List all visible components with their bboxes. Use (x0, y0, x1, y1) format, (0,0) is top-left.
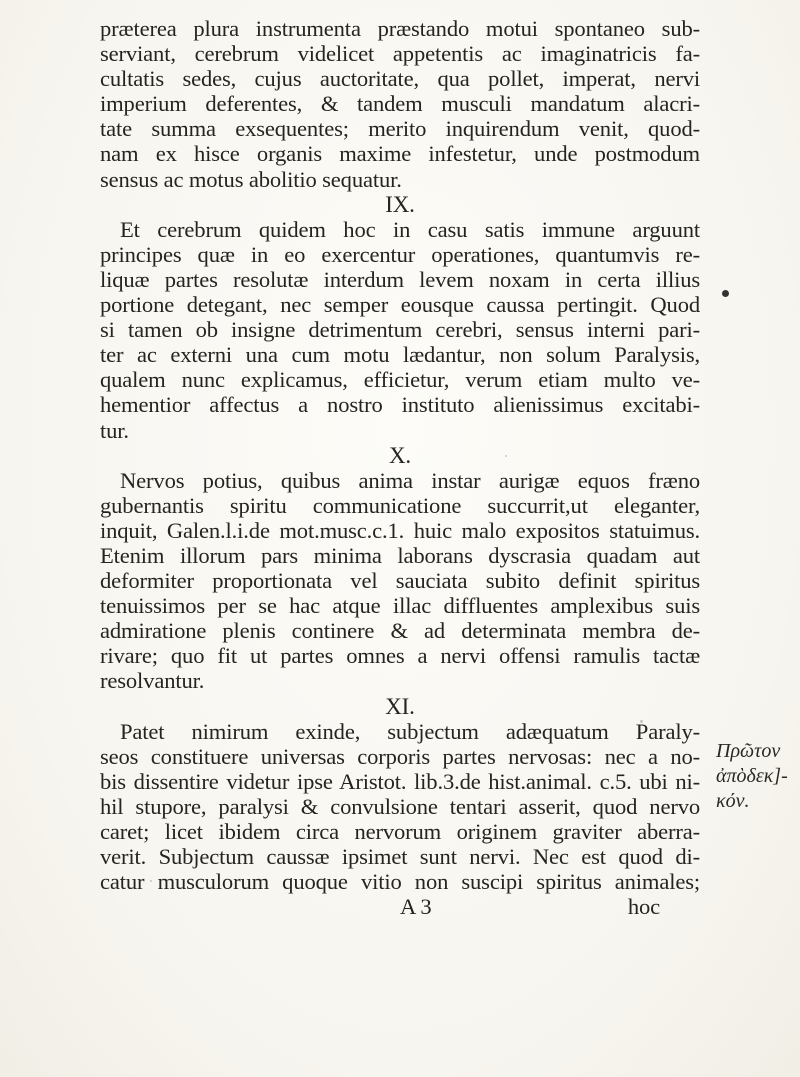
margin-note-line: κόν. (716, 790, 750, 812)
catchword: hoc (627, 894, 660, 920)
text-line: Patet nimirum exinde, subjectum adæquatum Paraly- (120, 718, 700, 744)
text-line: verit. Subjectum caussæ ipsimet sunt nervi. Nec est quod di- (100, 844, 700, 870)
text-line: admiratione plenis continere & ad determinata membra de- (100, 618, 700, 644)
text-line: portione detegant, nec semper eousque caussa pertingit. Quod (100, 292, 700, 318)
section-heading: X. (388, 442, 412, 468)
text-line: qualem nunc explicamus, efficietur, verum etiam multo ve- (100, 367, 700, 393)
text-line: Etenim illorum pars minima laborans dyscrasia quadam aut (100, 542, 700, 568)
text-line: gubernantis spiritu communicatione succurrit,ut eleganter, (100, 492, 700, 518)
text-line: liquæ partes resolutæ interdum levem noxam in certa illius (100, 266, 700, 292)
signature-mark: A 3 (400, 894, 432, 920)
text-line: tur. (100, 417, 129, 443)
text-line: rivare; quo fit ut partes omnes a nervi offensi ramulis tactæ (100, 643, 700, 669)
text-line: deformiter proportionata vel sauciata subito definit spiritus (100, 568, 700, 594)
text-line: ter ac externi una cum motu lædantur, non solum Paralysis, (100, 342, 700, 368)
text-line: si tamen ob insigne detrimentum cerebri, sensus interni pari- (100, 317, 700, 343)
text-block (100, 16, 700, 919)
text-line: tenuissimos per se hac atque illac diffluentes amplexibus suis (100, 593, 700, 619)
text-line: seos constituere universas corporis partes nervosas: nec a no- (100, 743, 700, 769)
text-line: præterea plura instrumenta præstando motui spontaneo sub- (100, 16, 700, 41)
text-line: Et cerebrum quidem hoc in casu satis immune arguunt (120, 216, 700, 242)
text-line: inquit, Galen.l.i.de mot.musc.c.1. huic malo expositos statuimus. (100, 517, 700, 543)
text-line: cultatis sedes, cujus auctoritate, qua pollet, imperat, nervi (100, 66, 700, 92)
text-line: tate summa exsequentes; merito inquirendum venit, quod- (100, 116, 700, 142)
text-line: hil stupore, paralysi & convulsione tentari asserit, quod nervo (100, 793, 700, 819)
text-line: imperium deferentes, & tandem musculi mandatum alacri- (100, 91, 700, 117)
text-line: Nervos potius, quibus anima instar aurigæ equos fræno (120, 467, 700, 493)
section-heading: IX. (385, 191, 415, 217)
footer-line (100, 894, 700, 919)
text-line: sensus ac motus abolitio sequatur. (100, 166, 402, 192)
margin-dot (722, 290, 729, 297)
section-heading: XI. (385, 693, 415, 719)
text-line: catur musculorum quoque vitio non suscipi spiritus animales; (100, 869, 700, 895)
margin-note (716, 739, 786, 814)
text-line: serviant, cerebrum videlicet appetentis ac imaginatricis fa- (100, 41, 700, 67)
text-line: hementior affectus a nostro instituto alienissimus excitabi- (100, 392, 700, 418)
text-line: caret; licet ibidem circa nervorum originem graviter aberra- (100, 819, 700, 844)
text-line: principes quæ in eo exercentur operationes, quantumvis re- (100, 241, 700, 267)
text-line: bis dissentire videtur ipse Aristot. lib.3.de hist.animal. c.5. ubi ni- (100, 768, 700, 794)
text-line: nam ex hisce organis maxime infestetur, unde postmodum (100, 141, 700, 167)
text-line: resolvantur. (100, 668, 205, 694)
margin-note-line: Πρῶτον (716, 740, 781, 762)
margin-note-line: ἀπὸδεκ]- (716, 765, 788, 787)
